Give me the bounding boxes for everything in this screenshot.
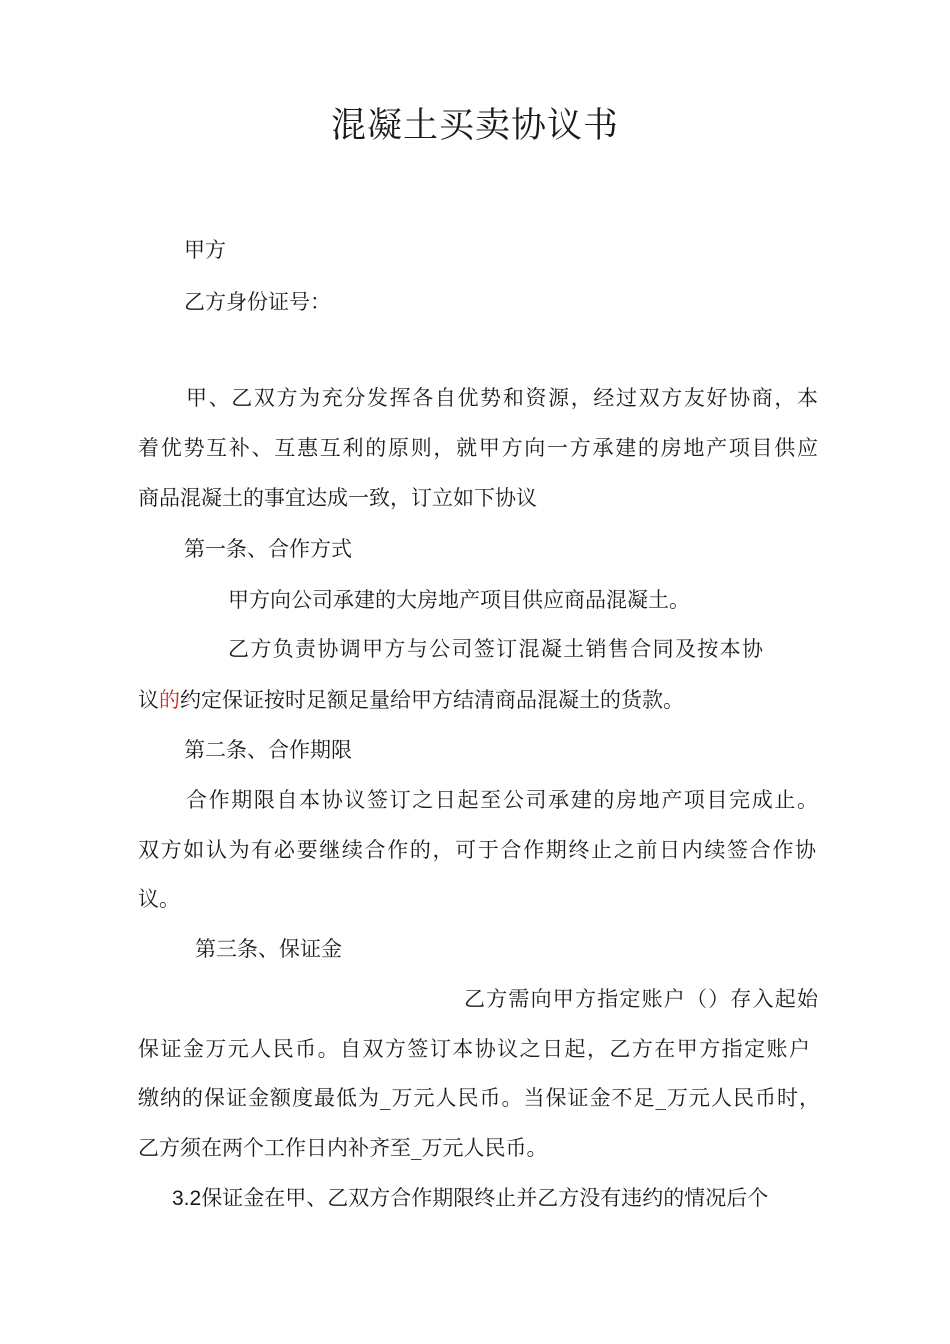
intro-line-2: 着优势互补、互惠互利的原则，就甲方向一方承建的房地产项目供应: [138, 436, 818, 460]
text-segment: 约定保证按时足额足量给甲方结清商品混凝土的货款。: [180, 688, 684, 712]
intro-line-1: 甲、乙双方为充分发挥各自优势和资源，经过双方友好协商，本: [186, 386, 818, 410]
text-segment: 议: [138, 688, 159, 712]
article-1-paragraph-1: 甲方向公司承建的大房地产项目供应商品混凝土。: [228, 588, 690, 612]
highlighted-text: 的: [159, 688, 180, 712]
article-3-line-4: 乙方须在两个工作日内补齐至_万元人民币。: [138, 1136, 548, 1160]
article-3-line-1: 乙方需向甲方指定账户（）存入起始: [464, 987, 818, 1011]
article-3-heading: 第三条、保证金: [195, 937, 342, 961]
article-1-paragraph-2-line-1: 乙方负责协调甲方与公司签订混凝土销售合同及按本协: [228, 637, 763, 661]
party-b-id-label: 乙方身份证号：: [184, 290, 331, 314]
document-title: 混凝土买卖协议书: [330, 106, 619, 146]
article-3-paragraph-3-2: [172, 1183, 768, 1214]
intro-line-3: 商品混凝土的事宜达成一致，订立如下协议: [138, 486, 537, 510]
clause-text: 保证金在甲、乙双方合作期限终止并乙方没有违约的情况后个: [201, 1186, 769, 1210]
article-2-heading: 第二条、合作期限: [184, 738, 352, 762]
article-1-paragraph-2-line-2: [138, 685, 684, 715]
article-3-line-3: 缴纳的保证金额度最低为_万元人民币。当保证金不足_万元人民币时，: [138, 1086, 820, 1110]
article-3-line-2: 保证金万元人民币。自双方签订本协议之日起，乙方在甲方指定账户: [138, 1037, 810, 1061]
clause-number: 3.2: [172, 1187, 202, 1210]
article-2-line-2: 双方如认为有必要继续合作的，可于合作期终止之前日内续签合作协: [138, 838, 816, 862]
article-2-line-3: 议。: [138, 887, 180, 911]
article-1-heading: 第一条、合作方式: [184, 537, 352, 561]
article-2-line-1: 合作期限自本协议签订之日起至公司承建的房地产项目完成止。: [186, 788, 818, 812]
party-a-label: 甲方: [184, 238, 226, 262]
